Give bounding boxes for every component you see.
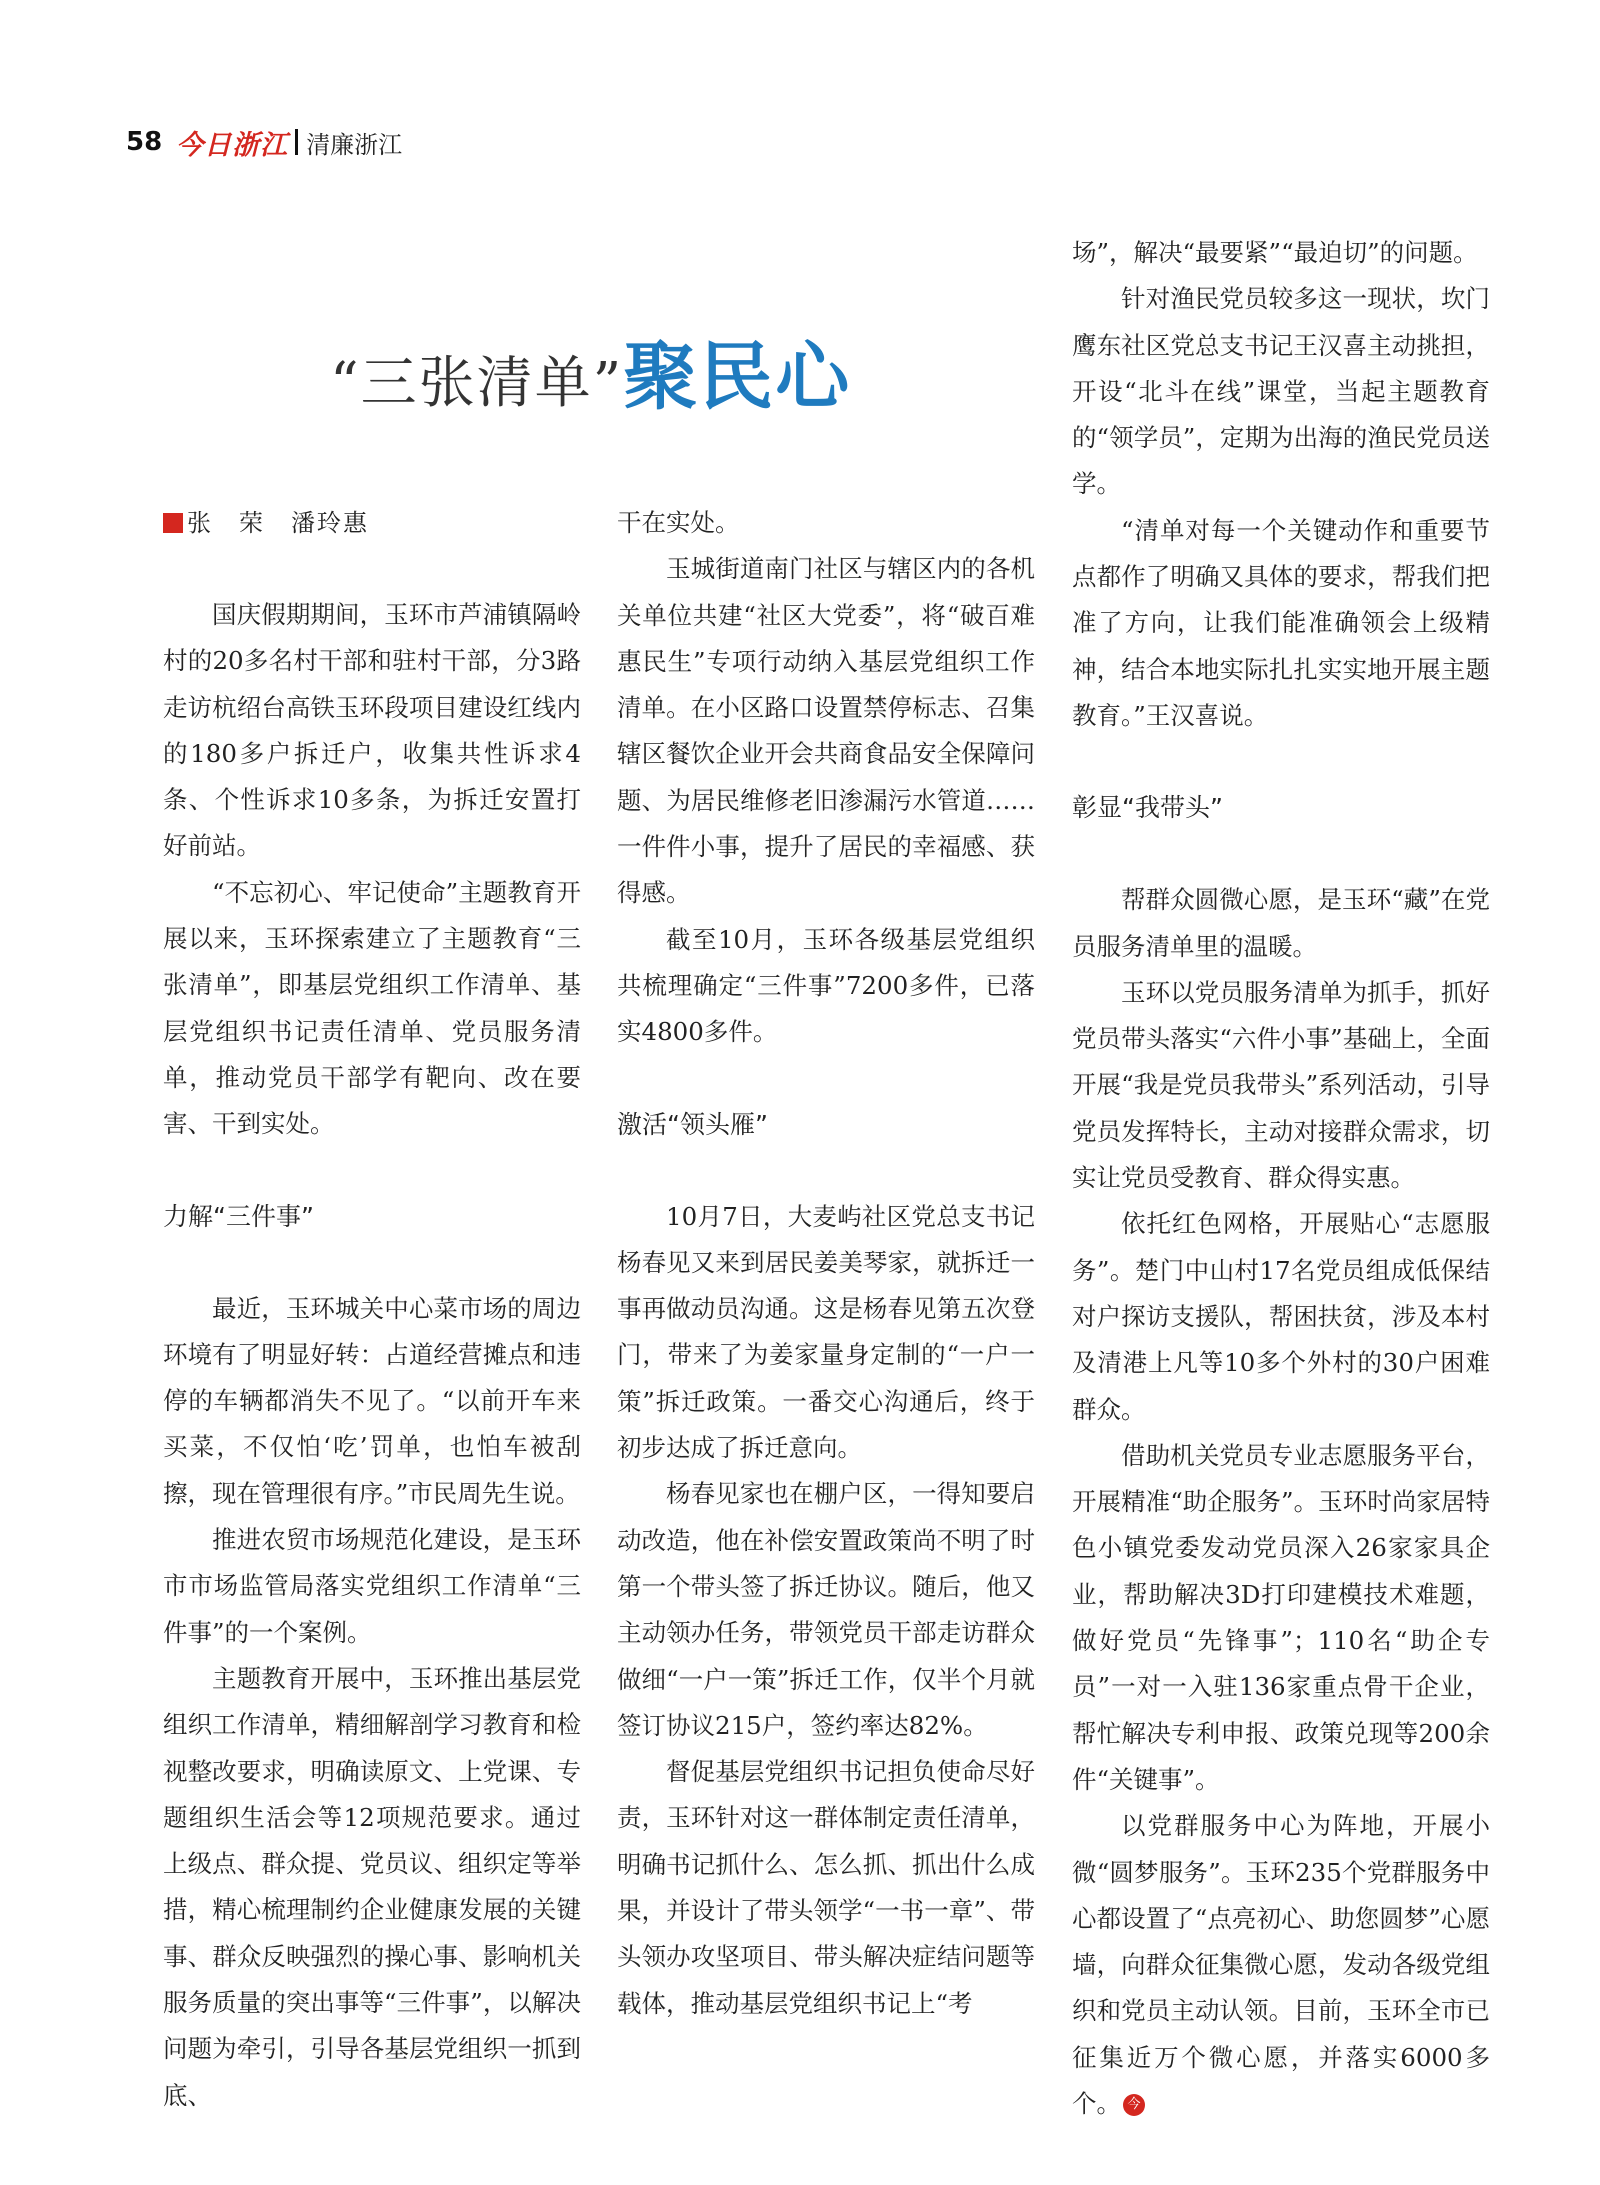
title-part-1: “三张清单” <box>330 351 624 416</box>
byline-square-icon <box>163 513 183 533</box>
paragraph: 借助机关党员专业志愿服务平台，开展精准“助企服务”。玉环时尚家居特色小镇党委发动党员深入26家家具企业，帮助解决3D打印建模技术难题，做好党员“先锋事”；110名“助企专员”一对一入驻136家重点骨干企业，帮忙解决专利申报、政策兑现等200余件“关键事”。 <box>1072 1440 1490 1794</box>
article-end-mark-icon: 今 <box>1123 2094 1145 2116</box>
subheading: 彰显“我带头” <box>1072 793 1223 823</box>
article-title <box>330 318 851 424</box>
subheading: 力解“三件事” <box>163 1201 314 1231</box>
text-column-2 <box>617 500 1035 2027</box>
paragraph: 推进农贸市场规范化建设，是玉环市市场监管局落实党组织工作清单“三件事”的一个案例。 <box>163 1525 581 1647</box>
paragraph: 截至10月，玉环各级基层党组织共梳理确定“三件事”7200多件，已落实4800多件。 <box>617 924 1035 1047</box>
byline-authors: 张 荣 潘玲惠 <box>187 509 369 537</box>
text-column-3 <box>1072 230 1490 2127</box>
paragraph: 场”，解决“最要紧”“最迫切”的问题。 <box>1072 238 1478 267</box>
paragraph: 10月7日，大麦屿社区党总支书记杨春见又来到居民姜美琴家，就拆迁一事再做动员沟通。这是杨春见第五次登门，带来了为姜家量身定制的“一户一策”拆迁政策。一番交心沟通后，终于初步达成了拆迁意向。 <box>617 1201 1035 1463</box>
header-divider <box>295 129 298 155</box>
title-part-2: 聚民心 <box>623 334 852 420</box>
paragraph: 玉城街道南门社区与辖区内的各机关单位共建“社区大党委”，将“破百难惠民生”专项行动纳入基层党组织工作清单。在小区路口设置禁停标志、召集辖区餐饮企业开会共商食品安全保障问题、为居民维修老旧渗漏污水管道……一件件小事，提升了居民的幸福感、获得感。 <box>617 554 1035 908</box>
byline <box>163 500 581 546</box>
text-column-1 <box>163 500 581 2119</box>
subheading: 激活“领头雁” <box>617 1109 768 1139</box>
page-number: 58 <box>126 127 163 157</box>
paragraph: 依托红色网格，开展贴心“志愿服务”。楚门中山村17名党员组成低保结对户探访支援队，帮困扶贫，涉及本村及清港上凡等10多个外村的30户困难群众。 <box>1072 1209 1490 1424</box>
paragraph: 杨春见家也在棚户区，一得知要启动改造，他在补偿安置政策尚不明了时第一个带头签了拆迁协议。随后，他又主动领办任务，带领党员干部走访群众做细“一户一策”拆迁工作，仅半个月就签订协议215户，签约率达82%。 <box>617 1479 1035 1740</box>
section-name: 清廉浙江 <box>306 130 403 159</box>
paragraph: 帮群众圆微心愿，是玉环“藏”在党员服务清单里的温暖。 <box>1072 885 1490 961</box>
paragraph-text: 以党群服务中心为阵地，开展小微“圆梦服务”。玉环235个党群服务中心都设置了“点亮初心、助您圆梦”心愿墙，向群众征集微心愿，发动各级党组织和党员主动认领。目前，玉环全市已征集近万个微心愿，并落实6000多个。 <box>1072 1811 1490 2118</box>
paragraph: 玉环以党员服务清单为抓手，抓好党员带头落实“六件小事”基础上，全面开展“我是党员我带头”系列活动，引导党员发挥特长，主动对接群众需求，切实让党员受教育、群众得实惠。 <box>1072 977 1490 1193</box>
paragraph: “不忘初心、牢记使命”主题教育开展以来，玉环探索建立了主题教育“三张清单”，即基层党组织工作清单、基层党组织书记责任清单、党员服务清单，推动党员干部学有靶向、改在要害、干到实处。 <box>163 877 581 1139</box>
paragraph: 干在实处。 <box>617 508 740 537</box>
paragraph: 针对渔民党员较多这一现状，坎门鹰东社区党总支书记王汉喜主动挑担，开设“北斗在线”课堂，当起主题教育的“领学员”，定期为出海的渔民党员送学。 <box>1072 284 1490 499</box>
paragraph: 主题教育开展中，玉环推出基层党组织工作清单，精细解剖学习教育和检视整改要求，明确读原文、上党课、专题组织生活会等12项规范要求。通过上级点、群众提、党员议、组织定等举措，精心梳理制约企业健康发展的关键事、群众反映强烈的操心事、影响机关服务质量的突出事等“三件事”，以解决问题为牵引，引导各基层党组织一抓到底、 <box>163 1663 581 2110</box>
paragraph <box>1072 1803 1490 2127</box>
paragraph: “清单对每一个关键动作和重要节点都作了明确又具体的要求，帮我们把准了方向，让我们能准确领会上级精神，结合本地实际扎扎实实地开展主题教育。”王汉喜说。 <box>1072 515 1490 730</box>
paragraph: 国庆假期期间，玉环市芦浦镇隔岭村的20多名村干部和驻村干部，分3路走访杭绍台高铁玉环段项目建设红线内的180多户拆迁户，收集共性诉求4条、个性诉求10多条，为拆迁安置打好前站。 <box>163 600 581 861</box>
magazine-logo: 今日浙江 <box>176 129 289 161</box>
paragraph: 最近，玉环城关中心菜市场的周边环境有了明显好转：占道经营摊点和违停的车辆都消失不见了。“以前开车来买菜，不仅怕‘吃’罚单，也怕车被刮擦，现在管理很有序。”市民周先生说。 <box>163 1293 581 1508</box>
paragraph: 督促基层党组织书记担负使命尽好责，玉环针对这一群体制定责任清单，明确书记抓什么、怎么抓、抓出什么成果，并设计了带头领学“一书一章”、带头领办攻坚项目、带头解决症结问题等载体，推动基层党组织书记上“考 <box>617 1757 1035 2018</box>
page-header <box>126 122 402 162</box>
